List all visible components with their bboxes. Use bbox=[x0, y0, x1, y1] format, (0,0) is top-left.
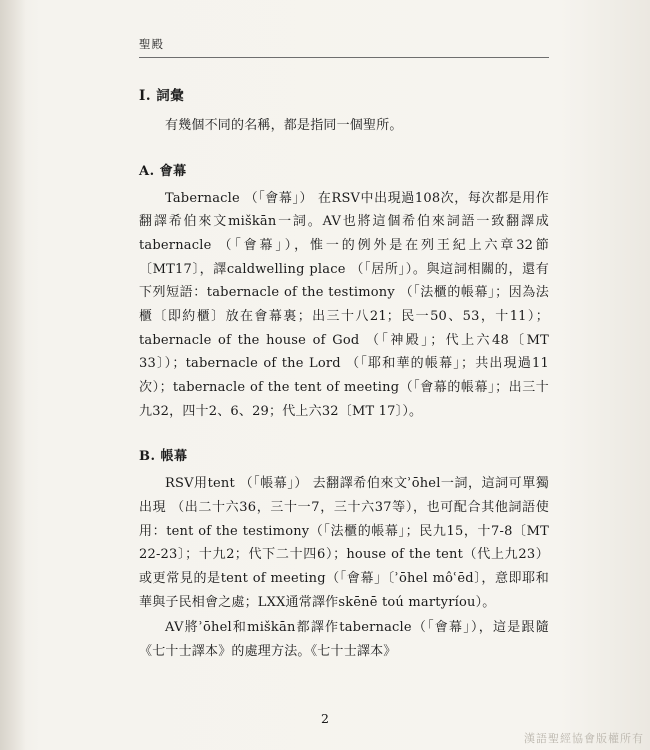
page-number: 2 bbox=[321, 711, 329, 726]
section-heading: I. 詞彙 bbox=[139, 88, 185, 104]
copyright-watermark: 漢語聖經協會版權所有 bbox=[524, 732, 644, 745]
subsection-heading-b: B. 帳幕 bbox=[139, 449, 188, 465]
page-edge-shadow bbox=[0, 0, 26, 750]
running-head: 聖殿 bbox=[139, 36, 549, 58]
subsection-b-paragraph-2: AV將ʾōhel和miškān都譯作tabernacle（「會幕」），這是跟隨《七十士譯本》的處理方法。《七十士譯本》 bbox=[139, 620, 549, 659]
subsection-b-paragraph-1: RSV用tent （「帳幕」） 去翻譯希伯來文ʾōhel一詞，這詞可單獨出現 （出二十六36，三十一7，三十六37等），也可配合其他詞語使用：tent of the testimony（「法櫃的帳幕」；民九15，十7-8〔MT 22-23〕；十九2；代下二十四6）；house of the tent（代上九23）或更常見的是tent of meeting（「會幕」〔ʾōhel môʿēd〕，意即耶和華與子民相會之處；LXX通常譯作skēnē toú martyríou）。 bbox=[139, 476, 549, 610]
subsection-heading-a: A. 會幕 bbox=[139, 163, 187, 179]
page-content bbox=[139, 36, 549, 665]
section-intro-paragraph: 有幾個不同的名稱，都是指同一個聖所。 bbox=[165, 118, 403, 133]
subsection-a-paragraph-1: Tabernacle （「會幕」） 在RSV中出現過108次，每次都是用作翻譯希伯來文miškān一詞。AV也將這個希伯來詞語一致翻譯成tabernacle （「會幕」），惟一的例外是在列王紀上六章32節〔MT17〕，譯caldwelling place （「居所」）。與這詞相關的，還有下列短語：tabernacle of the testimony （「法櫃的帳幕」；因為法櫃〔即約櫃〕放在會幕裏；出三十八21；民一50、53，十11）；tabernacle of the house of God （「神殿」；代上六48〔MT 33〕）；tabernacle of the Lord （「耶和華的帳幕」；共出現過11次）；tabernacle of the tent of meeting（「會幕的帳幕」；出三十九32，四十2、6、29；代上六32〔MT 17〕）。 bbox=[139, 190, 549, 419]
